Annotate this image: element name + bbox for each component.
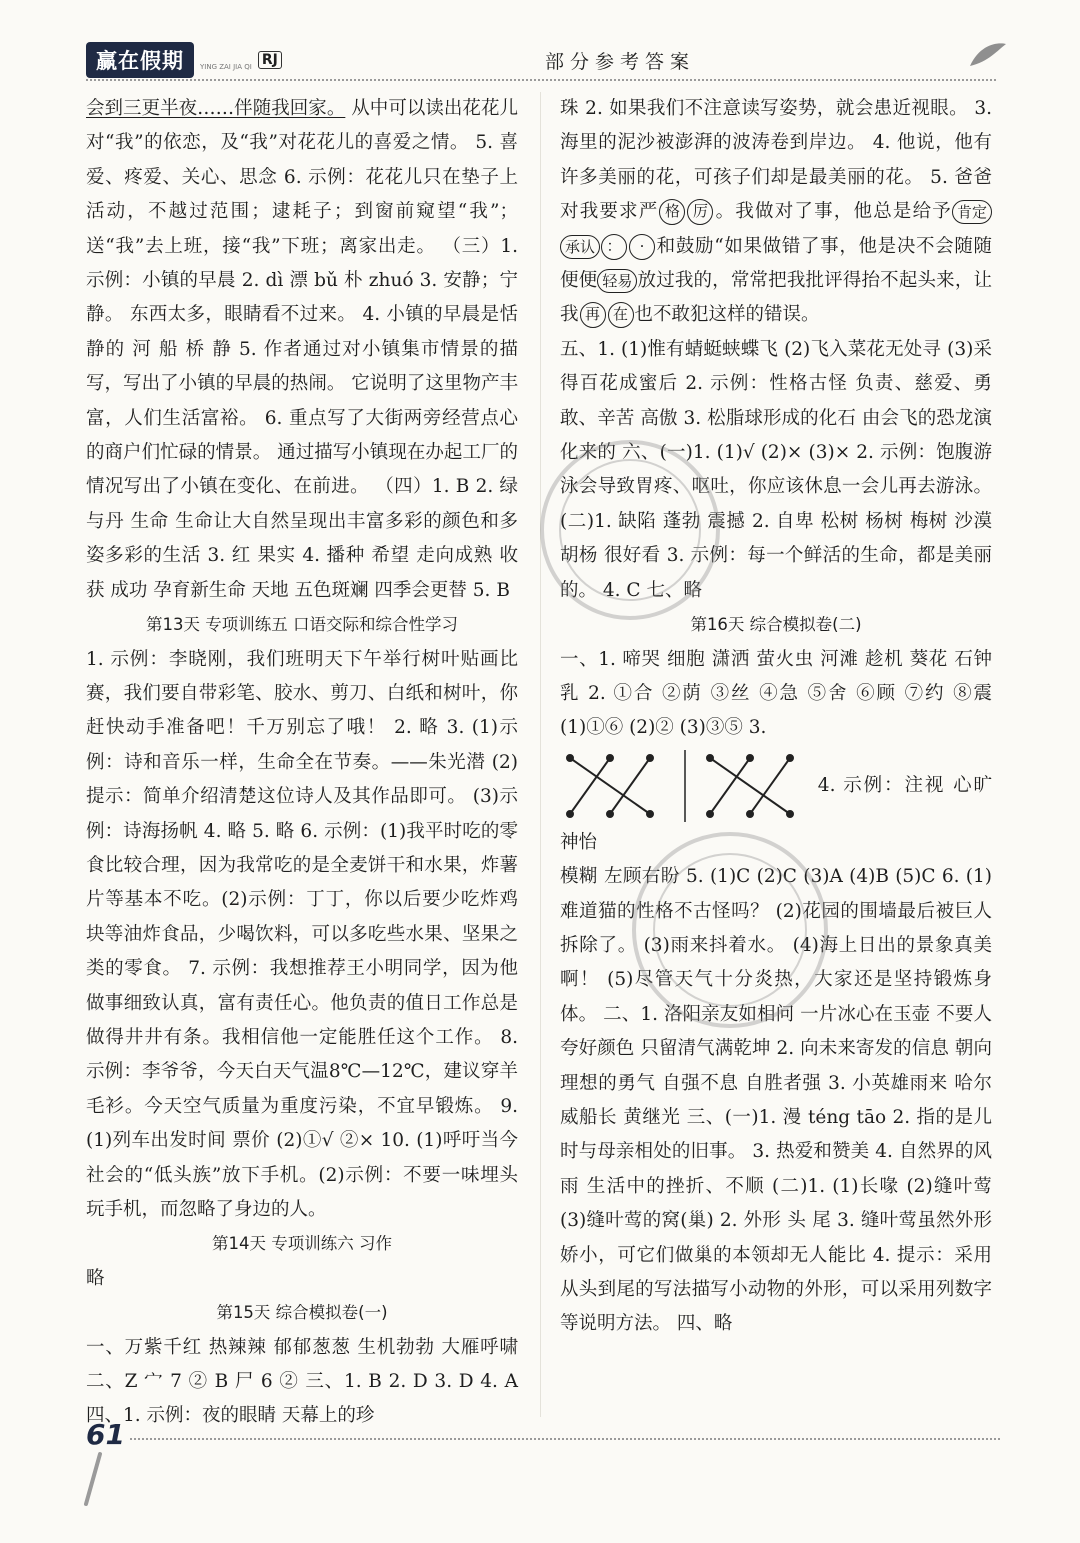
answer-block-day16-b xyxy=(560,746,992,860)
answer-block-day12 xyxy=(86,92,518,608)
page-header xyxy=(0,0,1080,86)
answer-text: 放过我的，常常把我批评得抬不起头来，让我 xyxy=(560,270,992,326)
left-column xyxy=(86,92,518,1434)
answer-text: 也不敢犯这样的错误。 xyxy=(634,304,820,326)
page-title: 部分参考答案 xyxy=(544,51,695,73)
section-heading-day14: 第14天 专项训练六 习作 xyxy=(212,1234,392,1254)
correction-oval: 承认 xyxy=(560,235,600,259)
right-column xyxy=(560,92,992,1342)
answer-block-day15: 一、万紫千红 热辣辣 郁郁葱葱 生机勃勃 大雁呼啸 二、Z 宀 7 ② B 尸 6 ② 三、1. B 2. D 3. D 4. A 四、1. 示例：夜的眼睛 天幕上的珍 xyxy=(86,1336,518,1427)
answer-text: 如果做错了事，他是决不会随随便便 xyxy=(560,235,992,292)
answer-block-day13: 1. 示例：李晓刚，我们班明天下午举行树叶贴画比赛，我们要自带彩笔、胶水、剪刀、白纸和树叶，你赶快动手准备吧！千万别忘了哦！ 2. 略 3. (1)示例：诗和音乐一样，生命全在节奏。——朱光潜 (2)提示：简单介绍清楚这位诗人及其作品即可。 (3)示例：诗海扬帆 4. 略 5. 略 6. 示例：(1)我平时吃的零食比较合理，因为我常吃的是全麦饼干和水果，炸薯片等基本不吃。(2)示例：丁丁，你以后要少吃炸鸡块等油炸食品，少喝饮料，可以多吃些水果、坚果之类的零食。 7. 示例：我想推荐王小明同学，因为他做事细致认真，富有责任心。他负责的值日工作总是做得井井有条。我相信他一定能胜任这个工作。 8. 示例：李爷爷，今天白天气温8℃—12℃，建议穿羊毛衫。今天空气质量为重度污染，不宜早锻炼。 9. (1)列车出发时间 票价 (2)①√ ②× 10. (1)呼吁当今社会的“低头族”放下手机。(2)示例：不要一味埋头玩手机，而忽略了身边的人。 xyxy=(86,648,518,1220)
underlined-quote: 会到三更半夜……伴随我回家。 xyxy=(86,98,346,119)
answer-block-day15-part5: 五、1. (1)惟有蜻蜓蛱蝶飞 (2)飞入菜花无处寻 (3)采得百花成蜜后 2. 示例：性格古怪 负责、慈爱、勇敢、辛苦 高傲 3. 松脂球形成的化石 由会飞的恐龙演化来的 六、(一)1. (1)√ (2)× (3)× 2. 示例：饱腹游泳会导致胃疼、呕吐，你应该休息一会儿再去游泳。 (二)1. 缺陷 蓬勃 震撼 2. 自卑 松树 杨树 梅树 沙漠胡杨 很好看 3. 示例：每一个鲜活的生命，都是美丽的。 4. C 七、略 xyxy=(560,338,992,601)
answer-block-day15-cont xyxy=(560,92,992,333)
correction-circle: 再 xyxy=(580,302,606,328)
correction-circle: ： xyxy=(601,234,627,260)
answer-text: 4. 示例：注视 心旷神怡 xyxy=(560,774,992,853)
answer-block-day16-a: 一、1. 啼哭 细胞 潇洒 萤火虫 河滩 趁机 葵花 石钟乳 2. ①合 ②荫 ③丝 ④急 ⑤舍 ⑥顾 ⑦约 ⑧震 (1)①⑥ (2)② (3)③⑤ 3. xyxy=(560,648,992,739)
correction-circle: 格 xyxy=(659,199,685,225)
answer-text: 从中可以读出花花儿对“我”的依恋，及“我”对花花儿的喜爱之情。 5. 喜爱、疼爱、关心、思念 6. 示例：花花儿只在垫子上活动，不越过范围；逮耗子；到窗前窥望“我”；送“我”去上班，接“我”下班；离家出走。 （三）1. 示例：小镇的早晨 2. dì 漂 bǔ 朴 zhuó 3. 安静；宁静。 东西太多，眼睛看不过来。 4. 小镇的早晨是恬静的 河 船 桥 静 5. 作者通过对小镇集市情景的描写，写出了小镇的早晨的热闹。 它说明了这里物产丰富，人们生活富裕。 6. 重点写了大街两旁经营点心的商户们忙碌的情景。 通过描写小镇现在办起工厂的情况写出了小镇在变化、在前进。 （四）1. B 2. 绿与丹 生命 生命让大自然呈现出丰富多彩的颜色和多姿多彩的生活 3. 红 果实 4. 播种 希望 走向成熟 收获 成功 孕育新生命 天地 五色斑斓 四季会更替 5. B xyxy=(86,98,518,601)
answer-text: 。我做对了事，他总是给予 xyxy=(714,201,952,223)
correction-circle: · xyxy=(629,234,655,260)
page-number: 61 xyxy=(86,1418,125,1451)
brand-subtitle: YING ZAI JIA QI xyxy=(200,63,252,71)
answer-text: “ xyxy=(714,235,724,257)
correction-circle: 厉 xyxy=(687,199,713,225)
correction-oval: 肯定 xyxy=(952,200,992,224)
leaf-decoration-icon xyxy=(968,40,1008,70)
section-heading-day15: 第15天 综合模拟卷(一) xyxy=(216,1303,388,1323)
matching-lines-diagram xyxy=(560,746,810,826)
answer-block-day16-c: 模糊 左顾右盼 5. (1)C (2)C (3)A (4)B (5)C 6. (1)难道猫的性格不古怪吗？ (2)花园的围墙最后被巨人拆除了。 (3)雨来抖着水。 (4)海上日出的景象真美啊！ (5)尽管天气十分炎热，大家还是坚持锻炼身体。 二、1. 洛阳亲友如相问 一片冰心在玉壶 不要人夸好颜色 只留清气满乾坤 2. 向未来寄发的信息 朝向理想的勇气 自强不息 自胜者强 3. 小英雄雨来 哈尔威船长 黄继光 三、(一)1. 漫 téng tāo 2. 指的是儿时与母亲相处的旧事。 3. 热爱和赞美 4. 自然界的风雨 生活中的挫折、不顺 (二)1. (1)长喙 (2)缝叶莺 (3)缝叶莺的窝(巢) 2. 外形 头 尾 3. 缝叶莺虽然外形娇小，可它们做巢的本领却无人能比 4. 提示：采用从头到尾的写法描写小动物的外形，可以采用列数字等说明方法。 四、略 xyxy=(560,866,992,1335)
footer-divider xyxy=(130,1438,1000,1440)
correction-oval: 轻易 xyxy=(597,269,637,293)
answer-block-day14: 略 xyxy=(86,1267,105,1289)
correction-circle: 在 xyxy=(608,302,634,328)
magnifier-icon xyxy=(80,1450,120,1510)
column-divider xyxy=(540,92,541,1417)
brand-name: 赢在假期 xyxy=(86,42,194,78)
answer-text: 和鼓励 xyxy=(656,235,715,257)
header-divider xyxy=(86,79,996,81)
answer-text: 珠 2. 如果我们不注意读写姿势，就会患近视眼。 3. 海里的泥沙被澎湃的波涛卷到岸边。 4. 他说，他有许多美丽的花，可孩子们却是最美丽的花。 5. 爸爸对我要求严 xyxy=(560,98,992,223)
section-heading-day13: 第13天 专项训练五 口语交际和综合性学习 xyxy=(146,615,458,635)
section-heading-day16: 第16天 综合模拟卷(二) xyxy=(690,615,862,635)
edition-badge: RJ xyxy=(258,51,282,69)
